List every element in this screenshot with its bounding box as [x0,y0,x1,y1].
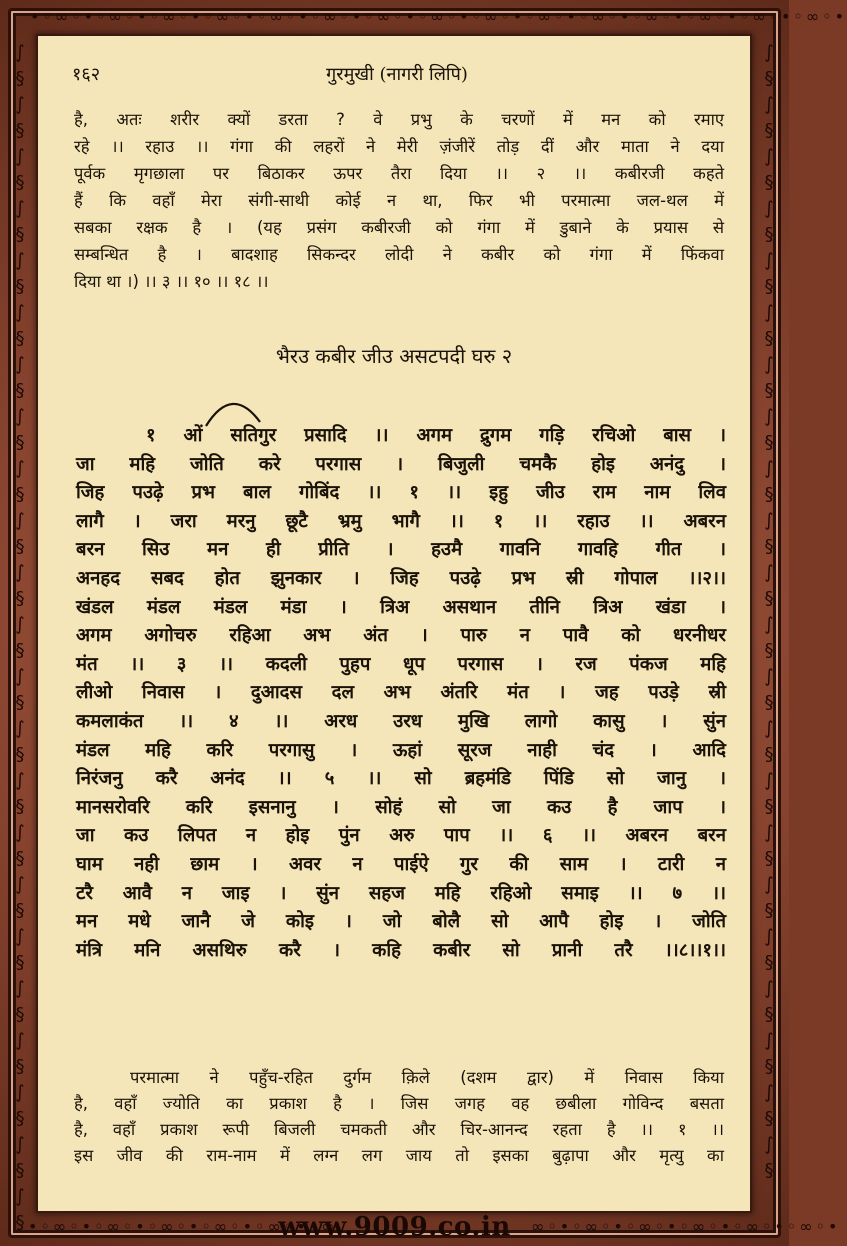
text-line: सबका रक्षक है । (यह प्रसंग कबीरजी को गंगा में डुबाने के प्रयास से [74,218,724,237]
verse-line: निरंजनु करै अनंद ।। ५ ।। सो ब्रहमंडि पिंडि सो जानु । [76,768,726,790]
verse-line: कमलाकंत ।। ४ ।। अरध उरध मुखि लागो कासु । सुंन [76,710,726,732]
text-line: इस जीव की राम-नाम में लग्न लग जाय तो इसका बुढ़ापा और मृत्यु का [74,1146,724,1165]
text-line: पूर्वक मृगछाला पर बिठाकर ऊपर तैरा दिया ।। २ ।। कबीरजी कहते [74,164,724,183]
verse-line: टरै आवै न जाइ । सुंन सहज महि रहिओ समाइ ।। ७ ।। [76,882,726,904]
ornament-left: ∫ § ∫ § ∫ § ∫ § ∫ § ∫ § ∫ § ∫ § ∫ § ∫ § ∫ § ∫ § ∫ § ∫ § ∫ § ∫ § ∫ § ∫ § ∫ § ∫ § ∫ § ∫ § ∫ § [15,42,25,1233]
verse-line: जा महि जोति करे परगास । बिजुली चमकै होइ अनंदु । [76,453,726,475]
ornament-top: •◦∞◦•◦∞◦•◦∞◦•◦∞◦•◦∞◦•◦∞◦•◦∞◦•◦∞◦•◦∞◦•◦∞◦•◦∞◦•◦∞◦•◦∞◦•◦∞◦•◦∞◦• [30,7,847,26]
verse-line: मंत्रि मनि असथिरु करै । कहि कबीर सो प्रानी तरै ।।८।।१।। [76,939,726,961]
text-line: दिया था ।) ।। ३ ।। १० ।। १८ ।। [74,272,269,291]
verse-line: मानसरोवरि करि इसनानु । सोहं सो जा कउ है जाप । [76,796,726,818]
book-page [38,36,750,1211]
running-title: गुरमुखी (नागरी लिपि) [326,64,468,85]
verse-line: मंत ।। ३ ।। कदली पुहप धूप परगास । रज पंकज महि [76,653,726,675]
verse-line: लीओ निवास । दुआदस दल अभ अंतरि मंत । जह पउड़े स्री [76,682,726,704]
verse-line: अगम अगोचरु रहिआ अभ अंत । पारु न पावै को धरनीधर [76,625,726,647]
verse-line: खंडल मंडल मंडल मंडा । त्रिअ असथान तीनि त्रिअ खंडा । [76,596,726,618]
verse-line: बरन सिउ मन ही प्रीति । हउमै गावनि गावहि गीत । [76,539,726,561]
text-line: है, अतः शरीर क्यों डरता ? वे प्रभु के चरणों में मन को रमाए [74,110,724,129]
text-line: हैं कि वहाँ मेरा संगी-साथी कोई न था, फिर भी परमात्मा जल-थल में [74,191,724,210]
bottom-paragraph [74,1065,724,1169]
gurbani-verses [76,422,726,965]
verse-line: १ ओं सतिगुर प्रसादि ।। अगम द्रुगम गड़ि रचिओ बास । [146,425,726,446]
top-paragraph [74,106,724,295]
text-line: है, वहाँ ज्योति का प्रकाश है । जिस जगह वह छबीला गोविन्द बसता [74,1094,724,1113]
verse-line: लागै । जरा मरनु छूटै भ्रमु भागै ।। १ ।। रहाउ ।। अबरन [76,510,726,532]
verse-line: जिह पउढ़े प्रभ बाल गोबिंद ।। १ ।। इहु जीउ राम नाम लिव [76,482,726,504]
verse-line: मंडल महि करि परगासु । ऊहां सूरज नाही चंद । आदि [76,739,726,761]
page-header [72,62,722,90]
verse-line: अनहद सबद होत झुनकार । जिह पउढ़े प्रभ स्री गोपाल ।।२।। [76,567,726,589]
section-heading: भैरउ कबीर जीउ असटपदी घरु २ [275,344,513,368]
footer-website-link[interactable]: www.9009.co.in [278,1212,511,1242]
text-line: है, वहाँ प्रकाश रूपी बिजली चमकती और चिर-आनन्द रहता है ।। १ ।। [74,1120,724,1139]
text-line: रहे ।। रहाउ ।। गंगा की लहरों ने मेरी ज़ंजीरें तोड़ दीं और माता ने दया [74,137,724,156]
verse-line: घाम नही छाम । अवर न पाईऐ गुर की साम । टारी न [76,853,726,875]
page-number: १६२ [72,64,101,85]
ornament-right: ∫ § ∫ § ∫ § ∫ § ∫ § ∫ § ∫ § ∫ § ∫ § ∫ § ∫ § ∫ § ∫ § ∫ § ∫ § ∫ § ∫ § ∫ § ∫ § ∫ § ∫ § ∫ § [764,42,774,1181]
verse-line: मन मधे जानै जे कोइ । जो बोलै सो आपै होइ । जोति [76,911,726,933]
ornament-bottom-left: •◦∞◦•◦∞◦•◦∞◦•◦∞◦•◦∞◦•◦∞ [28,1217,338,1236]
verse-line: जा कउ लिपत न होइ पुंन अरु पाप ।। ६ ।। अबरन बरन [76,825,726,847]
text-line: सम्बन्धित है । बादशाह सिकन्दर लोदी ने कबीर को गंगा में फिंकवा [74,245,724,264]
ornament-bottom-right: ∞◦•◦∞◦•◦∞◦•◦∞◦•◦∞◦•◦∞◦• [531,1217,841,1236]
text-line: परमात्मा ने पहुँच-रहित दुर्गम क़िले (दशम द्वार) में निवास किया [130,1068,724,1087]
